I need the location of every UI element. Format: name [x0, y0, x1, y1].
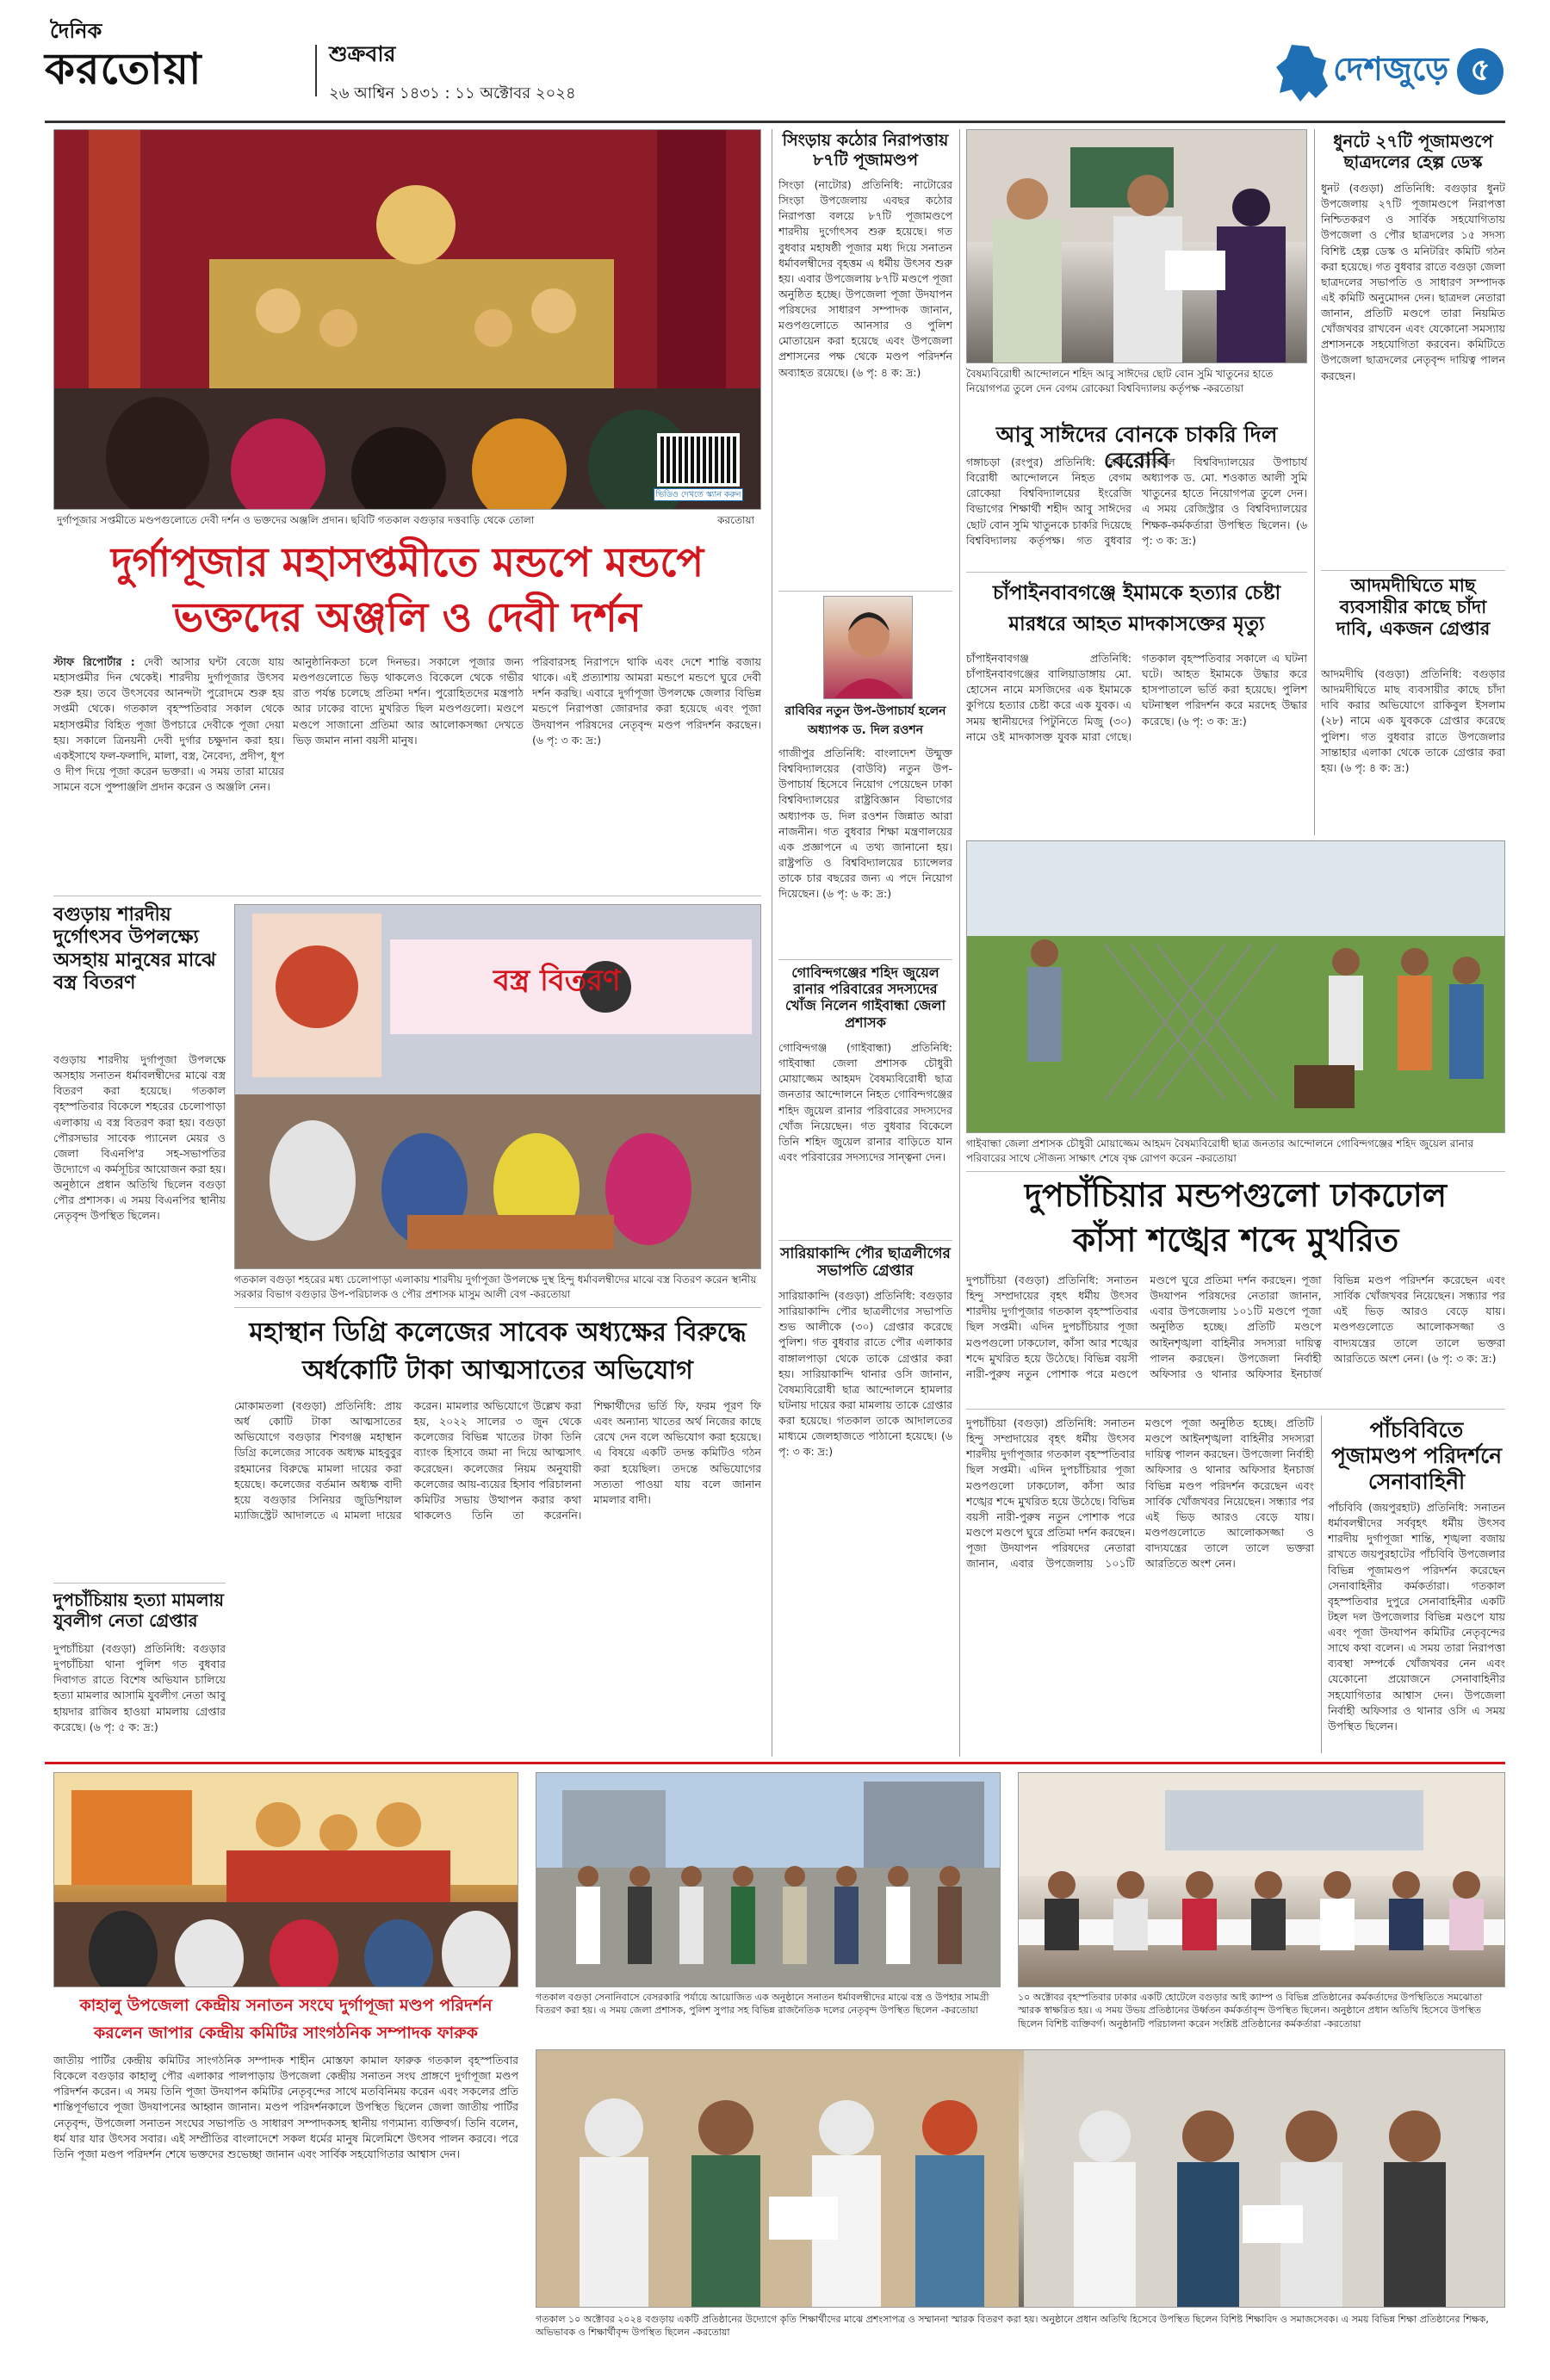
abu-headline: আবু সাঈদের বোনকে চাকরি দিল বেরোবি — [995, 422, 1278, 473]
credit: করতোয়া — [717, 514, 754, 526]
mahasthan-headline-2: অর্ধকোটি টাকা আত্মসাতের অভিযোগ — [302, 1355, 693, 1385]
kahalu-headline-1: কাহালু উপজেলা কেন্দ্রীয় সনাতন সংঘে দুর্গাপূজা মণ্ডপ পরিদর্শন — [79, 1996, 493, 2015]
bottom-red-rule — [45, 1762, 1505, 1764]
col5-left-rule — [1314, 129, 1315, 835]
mid-photo-caption: গতকাল বগুড়া সেনানিবাসে বেসরকারি পর্যায়ে আয়োজিত এক অনুষ্ঠানে সনাতন ধর্মাবলম্বীদের মাঝে বস্ত্র ও উপহার সামগ্রী বিতরণ করা হয়। এ সময় জেলা প্রশাসক, পুলিশ সুপার সহ বিভিন্ন রাজনৈতিক দলের নেতৃবৃন্দ উপস্থিত ছিলেন -করতোয়া — [536, 1992, 989, 2017]
kahalu-body: জাতীয় পার্টির কেন্দ্রীয় কমিটির সাংগঠনিক সম্পাদক শাহীন মোস্তফা কামাল ফারুক গতকাল বৃহস্পতিবার বিকেলে বগুড়ার কাহালু পৌর এলাকার পালপাড়ায় উপজেলা কেন্দ্রীয় সনাতন সংঘ প্রাঙ্গণে দুর্গাপূজা মণ্ডপ পরিদর্শন করেন। এ সময় তিনি পূজা উদযাপন কমিটির নেতৃবৃন্দের সাথে মতবিনিময় করেন এবং সকলের প্রতি শান্তিপূর্ণভাবে পূজা উদযাপনের আহ্বান জানান। মণ্ডপ পরিদর্শনকালে উপস্থিত ছিলেন জেলা জাতীয় পার্টির নেতৃবৃন্দ, উপজেলা সনাতন সংঘের সভাপতি ও সাধারণ সম্পাদকসহ স্থানীয় গণ্যমান্য ব্যক্তিবর্গ। তিনি বলেন, ধর্ম যার যার উৎসব সবার। এই সম্প্রীতির বাংলাদেশে সকল ধর্মের মানুষ মিলেমিশে উৎসব পালন করবে। পরে তিনি পূজা মণ্ডপ পরিদর্শন শেষে ভক্তদের শুভেচ্ছা জানান এবং সার্বিক সহযোগিতার আশ্বাস দেন। — [53, 2054, 518, 2160]
lead-headline-2: ভক্তদের অঞ্জলি ও দেবী দর্শন — [173, 594, 642, 641]
right-rule-2 — [966, 1171, 1505, 1172]
gaibandha-photo-caption: গাইবান্ধা জেলা প্রশাসক চৌধুরী মোয়াজ্জেম আহমদ বৈষম্যবিরোধী ছাত্র জনতার আন্দোলনে গোবিন্দগঞ্জের শহিদ জুয়েল রানার পরিবারের সাথে সৌজন্য সাক্ষাৎ শেষে বৃক্ষ রোপণ করেন -করতোয়া — [966, 1137, 1474, 1164]
col5-rule-1 — [1321, 570, 1505, 571]
logo-big: করতোয়া — [45, 44, 202, 94]
cloth-headline: বগুড়ায় শারদীয় দুর্গোৎসব উপলক্ষ্যে অসহায় মানুষের মাঝে বস্ত্র বিতরণ — [53, 904, 216, 995]
section-title: দেশজুড়ে — [1333, 50, 1449, 88]
dhak-headline-1: দুপচাঁচিয়ার মন্ডপগুলো ঢাকঢোল — [1024, 1176, 1448, 1214]
qr-code[interactable] — [657, 433, 740, 487]
col3-rule-2 — [778, 959, 952, 960]
day: শুক্রবার — [329, 41, 396, 66]
lead-byline: স্টাফ রিপোর্টার : — [53, 655, 135, 668]
mahasthan-body: মোকামতলা (বগুড়া) প্রতিনিধি: প্রায় অর্ধ কোটি টাকা আত্মসাতের অভিযোগে বগুড়ার শিবগঞ্জ মহাস্থান ডিগ্রি কলেজের সাবেক অধ্যক্ষ মাহবুবুর রহমানের বিরুদ্ধে মামলা দায়ের করা হয়েছে। কলেজের বর্তমান অধ্যক্ষ বাদী হয়ে বগুড়ার সিনিয়র জুডিশিয়াল ম্যাজিস্ট্রেট আদালতে এ মামলা দায়ের করেন। মামলার অভিযোগে উল্লেখ করা হয়, ২০২২ সালের ৩ জুন থেকে কলেজের বিভিন্ন খাতের টাকা তিনি ব্যাংক হিসাবে জমা না দিয়ে আত্মসাৎ করেছেন। কলেজের নিয়ম অনুযায়ী কলেজের আয়-ব্যয়ের হিসাব পরিচালনা কমিটির সভায় উত্থাপন করার কথা থাকলেও তিনি তা করেননি। শিক্ষার্থীদের ভর্তি ফি, ফরম পূরণ ফি এবং অন্যান্য খাতের অর্থ নিজের কাছে রেখে দেন বলে অভিযোগ করা হয়েছে। এ বিষয়ে একটি তদন্ত কমিটিও গঠন করা হয়েছিল। তদন্তে অভিযোগের সত্যতা পাওয়া যায় বলে জানান মামলার বাদী। — [234, 1399, 761, 1522]
kahalu-photo-scene — [54, 1773, 518, 1987]
cloth-rule — [234, 1307, 761, 1308]
panchbibi-left-rule — [1321, 1416, 1322, 1753]
dina-caption-1: রাবিবির নতুন উপ-উপাচার্য হলেন — [784, 704, 946, 718]
page-number: ৫ — [1470, 53, 1491, 88]
date: ২৬ আশ্বিন ১৪৩১ : ১১ অক্টোবর ২০২৪ — [329, 84, 576, 102]
panchbibi-headline: পাঁচবিবিতে পূজামণ্ডপ পরিদর্শনে সেনাবাহিনী — [1330, 1417, 1503, 1494]
mid-photo — [536, 1772, 1001, 1987]
left-rule-2 — [53, 1583, 226, 1584]
wide-photo-scene — [536, 2050, 1505, 2308]
gobindaganj-headline: গোবিন্দগঞ্জের শহিদ জুয়েল রানার পরিবারের সদস্যদের খোঁজ নিলেন গাইবান্ধা জেলা প্রশাসক — [784, 964, 946, 1031]
wide-photo — [536, 2049, 1505, 2308]
right-photo — [1018, 1772, 1505, 1987]
mahasthan-headline-1: মহাস্থান ডিগ্রি কলেজের সাবেক অধ্যক্ষের বিরুদ্ধে — [249, 1317, 747, 1348]
chapai-headline-1: চাঁপাইনবাবগঞ্জে ইমামকে হত্যার চেষ্টা — [992, 582, 1281, 604]
gobindaganj-body: গোবিন্দগঞ্জ (গাইবান্ধা) প্রতিনিধি: গাইবান্ধা জেলা প্রশাসক চৌধুরী মোয়াজ্জেম আহমদ বৈষম্যবিরোধী ছাত্র জনতার আন্দোলনে নিহত গোবিন্দগঞ্জের শহিদ জুয়েল রানার পরিবারের সদস্যদের খোঁজ নিয়েছেন। গত বুধবার বিকেলে তিনি শহিদ জুয়েল রানার বাড়িতে যান এবং পরিবারের সদস্যদের সান্ত্বনা দেন। — [778, 1041, 952, 1163]
dina-caption-2: অধ্যাপক ড. দিল রওশন — [807, 723, 924, 737]
dupchanchia-murder-body: দুপচাঁচিয়া (বগুড়া) প্রতিনিধি: বগুড়ার দুপচাঁচিয়া থানা পুলিশ গত বুধবার দিবাগত রাতে বিশেষ অভিযান চালিয়ে হত্যা মামলার আসামি যুবলীগ নেতা আবু হায়দার রাজিব হাওয়া মামলায় গ্রেপ্তার করেছে। (৬ পৃ: ৫ ক: দ্র:) — [53, 1642, 226, 1733]
panchbibi-body: পাঁচবিবি (জয়পুরহাট) প্রতিনিধি: সনাতন ধর্মাবলম্বীদের সর্ববৃহৎ ধর্মীয় উৎসব শারদীয় দুর্গাপূজা শান্তি, শৃঙ্খলা বজায় রাখতে জয়পুরহাটের পাঁচবিবি উপজেলার বিভিন্ন পূজামণ্ডপ পরিদর্শন করেছেন সেনাবাহিনীর কর্মকর্তারা। গতকাল বৃহস্পতিবার দুপুরে সেনাবাহিনীর একটি টহল দল উপজেলার বিভিন্ন মণ্ডপে যায় এবং পূজা উদযাপন কমিটির নেতৃবৃন্দের সাথে কথা বলেন। এ সময় তারা নিরাপত্তা ব্যবস্থা সম্পর্কে খোঁজখবর নেন এবং যেকোনো প্রয়োজনে সেনাবাহিনীর সহযোগিতার আশ্বাস দেন। উপজেলা নির্বাহী অফিসার ও থানার ওসি এ সময় উপস্থিত ছিলেন। — [1328, 1501, 1505, 1732]
sariakandi-headline: সারিয়াকান্দি পৌর ছাত্রলীগের সভাপতি গ্রেপ্তার — [780, 1245, 951, 1280]
masthead — [0, 0, 1550, 122]
col3-rule-3 — [778, 1240, 952, 1241]
gaibandha-photo-scene — [967, 841, 1505, 1133]
chapai-rule — [966, 572, 1307, 573]
adamdighi-headline: আদমদীঘিতে মাছ ব্যবসায়ীর কাছে চাঁদা দাবি, একজন গ্রেপ্তার — [1336, 575, 1491, 640]
abu-photo — [966, 129, 1307, 363]
bangladesh-map-icon — [1274, 41, 1330, 103]
right-rule-3 — [966, 1409, 1505, 1410]
singra-headline: সিংড়ায় কঠোর নিরাপত্তায় ৮৭টি পূজামণ্ডপ — [782, 131, 949, 170]
lead-photo — [53, 129, 761, 510]
lead-col-1: স্টাফ রিপোর্টার : দেবী আসার ঘন্টা বেজে যায় মহাসপ্তমীর দিন থেকেই। শারদীয় দুর্গাপূজার উৎসব শুরু হয়। তবে উৎসবের আনন্দটা পুরোদমে শুরু হয় সপ্তমী থেকে। গতকাল বৃহস্পতিবার সকাল থেকে মহাসপ্তমীর বিহিত পূজা উপচারে দেবীকে পূজা দেয়া হয়। সকালে ত্রিনয়নী দেবী দুর্গার চক্ষুদান করা হয়। একইসাথে ফল-ফলাদি, মালা, বস্ত্র, নৈবেদ্য, প্রদীপ, ধূপ ও দীপ দিয়ে পূজা করেন ভক্তরা। এ সময় তারা মায়ের সামনে বসে পুষ্পাঞ্জলি প্রদান করেন ও অঞ্জলি নেন। — [53, 655, 284, 793]
lead-headline-1: দুর্গাপূজার মহাসপ্তমীতে মন্ডপে মন্ডপে — [110, 539, 704, 586]
dhak-headline-2: কাঁসা শঙ্খের শব্দে মুখরিত — [1072, 1221, 1399, 1259]
cloth-body: বগুড়ায় শারদীয় দুর্গাপূজা উপলক্ষে অসহায় সনাতন ধর্মাবলম্বীদের মাঝে বস্ত্র বিতরণ করা হয়েছে। গতকাল বৃহস্পতিবার বিকেলে শহরের চেলোপাড়া এলাকায় এ বস্ত্র বিতরণ করা হয়। বগুড়া পৌরসভার সাবেক প্যানেল মেয়র ও জেলা বিএনপি'র সহ-সভাপতির উদ্যোগে এ কর্মসূচির আয়োজন করা হয়। অনুষ্ঠানে প্রধান অতিথি ছিলেন বগুড়া পৌর প্রশাসক। এ সময় বিএনপির স্থানীয় নেতৃবৃন্দ উপস্থিত ছিলেন। — [53, 1053, 226, 1223]
cloth-photo-caption: গতকাল বগুড়া শহরের মধ্য চেলোপাড়া এলাকায় শারদীয় দুর্গাপূজা উপলক্ষে দুস্থ হিন্দু ধর্মাবলম্বীদের মাঝে বস্ত্র বিতরণ করেন স্থানীয় সরকার বিভাগ বগুড়ার উপ-পরিচালক ও পৌর প্রশাসক মাসুম আলী বেগ -করতোয়া — [234, 1274, 757, 1300]
cloth-photo-scene — [235, 905, 761, 1269]
chapai-body: চাঁপাইনবাবগঞ্জ প্রতিনিধি: চাঁপাইনবাবগঞ্জের বালিয়াডাঙ্গায় মো. হোসেন নামে মসজিদের এক ইমামকে কুপিয়ে হত্যার চেষ্টা করে এক যুবক। এ সময় স্থানীয়দের পিটুনিতে মিজু (৩০) নামে ওই মাদকাসক্ত যুবক মারা গেছে। গতকাল বৃহস্পতিবার সকালে এ ঘটনা ঘটে। আহত ইমামকে উদ্ধার করে হাসপাতালে ভর্তি করা হয়েছে। পুলিশ ঘটনাস্থল পরিদর্শন করে মরদেহ উদ্ধার করেছে। (৬ পৃ: ৩ ক: দ্র:) — [966, 652, 1307, 743]
right-photo-caption: ১০ অক্টোবর বৃহস্পতিবার ঢাকার একটি হোটেলে বগুড়ার আই ক্যাম্প ও বিভিন্ন প্রতিষ্ঠানের কর্মকর্তাদের উপস্থিতিতে সমঝোতা স্মারক স্বাক্ষরিত হয়। এ সময় উভয় প্রতিষ্ঠানের উর্ধ্বতন কর্মকর্তাবৃন্দ উপস্থিত ছিলেন। অনুষ্ঠানে প্রধান অতিথি হিসেবে উপস্থিত ছিলেন বিশিষ্ট ব্যক্তিবর্গ। অনুষ্ঠানটি পরিচালনা করেন সংশ্লিষ্ট প্রতিষ্ঠানের কর্মকর্তারা -করতোয়া — [1018, 1992, 1483, 2030]
lead-col-2: আনুষ্ঠানিকতা চলে দিনভর। সকালে পূজার জন্য মণ্ডপগুলোতে ভিড় থাকলেও বিকেলে থেকে গভীর রাত পর্যন্ত চলেছে প্রতিমা দর্শন। পুরোহিতদের মন্ত্রপাঠ আর ঢাকের বাদ্যে মুখরিত ছিল মণ্ডপগুলো। মণ্ডপে মণ্ডপে সাজানো প্রতিমা আর আলোকসজ্জা দেখতে ভিড় জমান নানা বয়সী মানুষ। — [293, 655, 524, 747]
kahalu-headline-2: করলেন জাপার কেন্দ্রীয় কমিটির সাংগঠনিক সম্পাদক ফারুক — [94, 2024, 478, 2042]
logo — [45, 19, 312, 105]
abu-body: গঙ্গাচড়া (রংপুর) প্রতিনিধি: বৈষম্য বিরোধী আন্দোলনে নিহত বেগম রোকেয়া বিশ্ববিদ্যালয়ের ইংরেজি বিভাগের শিক্ষার্থী শহীদ আবু সাঈদের ছোট বোন সুমি খাতুনকে চাকরি দিয়েছে বিশ্ববিদ্যালয় কর্তৃপক্ষ। গত বুধবার বিকেলে বিশ্ববিদ্যালয়ের উপাচার্য অধ্যাপক ড. মো. শওকাত আলী সুমি খাতুনের হাতে নিয়োগপত্র তুলে দেন। এ সময় রেজিস্ট্রার ও বিশ্ববিদ্যালয়ের শিক্ষক-কর্মকর্তারা উপস্থিত ছিলেন। (৬ পৃ: ৩ ক: দ্র:) — [966, 456, 1307, 547]
chapai-headline-2: মারধরে আহত মাদকাসক্তের মৃত্যু — [1008, 613, 1265, 635]
sariakandi-body: সারিয়াকান্দি (বগুড়া) প্রতিনিধি: বগুড়ার সারিয়াকান্দি পৌর ছাত্রলীগের সভাপতি শুভ আলীকে (৩০) গ্রেপ্তার করেছে পুলিশ। গত বুধবার রাতে পৌর এলাকার বাঙ্গালপাড়া থেকে তাকে গ্রেপ্তার করা হয়। সারিয়াকান্দি থানার ওসি জানান, বৈষম্যবিরোধী ছাত্র আন্দোলনে হামলার ঘটনায় দায়ের করা মামলায় তাকে গ্রেপ্তার করা হয়েছে। গতকাল তাকে আদালতের মাধ্যমে জেলহাজতে পাঠানো হয়েছে। (৬ পৃ: ৩ ক: দ্র:) — [778, 1289, 952, 1459]
dupchanchia-murder-headline: দুপচাঁচিয়ায় হত্যা মামলায় যুবলীগ নেতা গ্রেপ্তার — [53, 1590, 225, 1631]
dhak-body: দুপচাঁচিয়া (বগুড়া) প্রতিনিধি: সনাতন হিন্দু সম্প্রদায়ের বৃহৎ ধর্মীয় উৎসব শারদীয় দুর্গাপূজার গতকাল বৃহস্পতিবার ছিল সপ্তমী। এদিন দুপচাঁচিয়ার পূজা মণ্ডপগুলো ঢাকঢোল, কাঁসা আর শঙ্খের শব্দে মুখরিত হয়ে উঠেছে। বিভিন্ন বয়সী নারী-পুরুষ নতুন পোশাক পরে মণ্ডপে মণ্ডপে ঘুরে প্রতিমা দর্শন করছেন। পূজা উদযাপন পরিষদের নেতারা জানান, এবার উপজেলায় ১০১টি মণ্ডপে পূজা অনুষ্ঠিত হচ্ছে। প্রতিটি মণ্ডপে আইনশৃঙ্খলা বাহিনীর সদস্যরা দায়িত্ব পালন করছেন। উপজেলা নির্বাহী অফিসার ও থানার অফিসার ইনচার্জ বিভিন্ন মণ্ডপ পরিদর্শন করেছেন এবং সার্বিক খোঁজখবর নিয়েছেন। সন্ধ্যার পর এই ভিড় আরও বেড়ে যায়। মণ্ডপগুলোতে আলোকসজ্জা ও বাদ্যযন্ত্রের তালে তালে ভক্তরা আরতিতে অংশ নেন। (৬ পৃ: ৩ ক: দ্র:) — [966, 1274, 1505, 1380]
lead-photo-caption: দুর্গাপূজার সপ্তমীতে মণ্ডপগুলোতে দেবী দর্শন ও ভক্তদের অঞ্জলি প্রদান। ছবিটি গতকাল বগুড়ার দত্তবাড়ি থেকে তোলা করতোয়া — [57, 514, 754, 526]
col3-rule-1 — [778, 591, 952, 592]
mid-photo-scene — [536, 1773, 1001, 1987]
col4-left-rule — [959, 129, 960, 1757]
abu-photo-scene — [967, 130, 1307, 363]
dhunat-body: ধুনট (বগুড়া) প্রতিনিধি: বগুড়ার ধুনট উপজেলায় ২৭টি পূজামণ্ডপে নিরাপত্তা নিশ্চিতকরণ ও সার্বিক সহযোগিতায় উপজেলা ও পৌর ছাত্রদলের ১৫ সদস্য বিশিষ্ট হেল্প ডেস্ক ও মনিটরিং কমিটি গঠন করা হয়েছে। গত বুধবার রাতে বগুড়া জেলা ছাত্রদলের সভাপতি ও সাধারণ সম্পাদক এই কমিটি অনুমোদন দেন। ছাত্রদল নেতারা জানান, প্রতিটি মণ্ডপে তারা নিয়মিত খোঁজখবর রাখবেন এবং যেকোনো সমস্যায় প্রশাসনকে সহযোগিতা করবেন। কমিটিতে উপজেলা ছাত্রদলের নেতৃবৃন্দ দায়িত্ব পালন করছেন। — [1321, 182, 1505, 382]
dina-photo — [823, 596, 913, 699]
lead-photo-scene — [54, 130, 761, 510]
logo-small: দৈনিক — [50, 19, 102, 43]
wide-photo-caption: গতকাল ১০ অক্টোবর ২০২৪ বগুড়ায় একটি প্রতিষ্ঠানের উদ্যোগে কৃতি শিক্ষার্থীদের মাঝে প্রশংসাপত্র ও সম্মাননা স্মারক বিতরণ করা হয়। অনুষ্ঠানে প্রধান অতিথি হিসেবে উপস্থিত ছিলেন বিশিষ্ট শিক্ষাবিদ ও সমাজসেবক। এ সময় বিভিন্ন শিক্ষা প্রতিষ্ঠানের শিক্ষক, অভিভাবক ও শিক্ষার্থীবৃন্দ উপস্থিত ছিলেন -করতোয়া — [536, 2314, 1489, 2339]
cloth-photo — [234, 904, 761, 1269]
dina-portrait — [824, 597, 913, 699]
right-photo-scene — [1019, 1773, 1505, 1987]
dina-body: গাজীপুর প্রতিনিধি: বাংলাদেশ উন্মুক্ত বিশ্ববিদ্যালয়ের (বাউবি) নতুন উপ-উপাচার্য হিসেবে নিয়োগ পেয়েছেন ঢাকা বিশ্ববিদ্যালয়ের রাষ্ট্রবিজ্ঞান বিভাগের অধ্যাপক ড. দিল রওশন জিন্নাত আরা নাজনীন। গত বুধবার শিক্ষা মন্ত্রণালয়ের এক প্রজ্ঞাপনে এ তথ্য জানানো হয়। রাষ্ট্রপতি ও বিশ্ববিদ্যালয়ের চ্যান্সেলর তাকে চার বছরের জন্য এ পদে নিয়োগ দিয়েছেন। (৬ পৃ: ৬ ক: দ্র:) — [778, 747, 952, 901]
gaibandha-photo — [966, 840, 1505, 1133]
adamdighi-body: আদমদীঘি (বগুড়া) প্রতিনিধি: বগুড়ার আদমদীঘিতে মাছ ব্যবসায়ীর কাছে চাঁদা দাবি করার অভিযোগে রাকিবুল ইসলাম (২৮) নামে এক যুবককে গ্রেপ্তার করেছে পুলিশ। গত বুধবার রাতে উপজেলার সান্তাহার এলাকা থেকে তাকে গ্রেপ্তার করা হয়। (৬ পৃ: ৪ ক: দ্র:) — [1321, 667, 1505, 774]
dhak-body-continued: দুপচাঁচিয়া (বগুড়া) প্রতিনিধি: সনাতন হিন্দু সম্প্রদায়ের বৃহৎ ধর্মীয় উৎসব শারদীয় দুর্গাপূজার গতকাল বৃহস্পতিবার ছিল সপ্তমী। এদিন দুপচাঁচিয়ার পূজা মণ্ডপগুলো ঢাকঢোল, কাঁসা আর শঙ্খের শব্দে মুখরিত হয়ে উঠেছে। বিভিন্ন বয়সী নারী-পুরুষ নতুন পোশাক পরে মণ্ডপে মণ্ডপে ঘুরে প্রতিমা দর্শন করছেন। পূজা উদযাপন পরিষদের নেতারা জানান, এবার উপজেলায় ১০১টি মণ্ডপে পূজা অনুষ্ঠিত হচ্ছে। প্রতিটি মণ্ডপে আইনশৃঙ্খলা বাহিনীর সদস্যরা দায়িত্ব পালন করছেন। উপজেলা নির্বাহী অফিসার ও থানার অফিসার ইনচার্জ বিভিন্ন মণ্ডপ পরিদর্শন করেছেন এবং সার্বিক খোঁজখবর নিয়েছেন। সন্ধ্যার পর এই ভিড় আরও বেড়ে যায়। মণ্ডপগুলোতে আলোকসজ্জা ও বাদ্যযন্ত্রের তালে তালে ভক্তরা আরতিতে অংশ নেন। — [966, 1416, 1314, 1571]
cloth-banner: বস্ত্র বিতরণ — [493, 964, 621, 998]
abu-photo-caption: বৈষম্যবিরোধী আন্দোলনে শহিদ আবু সাঈদের ছোট বোন সুমি খাতুনের হাতে নিয়োগপত্র তুলে দেন বেগম রোকেয়া বিশ্ববিদ্যালয় কর্তৃপক্ষ -করতোয়া — [966, 368, 1274, 394]
singra-body: সিংড়া (নাটোর) প্রতিনিধি: নাটোরের সিংড়া উপজেলায় এবছর কঠোর নিরাপত্তা বলয়ে ৮৭টি পূজামণ্ডপে শারদীয় দুর্গোৎসব শুরু হয়েছে। গত বুধবার মহাষষ্ঠী পূজার মধ্য দিয়ে সনাতন ধর্মাবলম্বীদের বৃহত্তম এ ধর্মীয় উৎসব শুরু হয়। এবার উপজেলায় ৮৭টি মণ্ডপে পূজা অনুষ্ঠিত হচ্ছে। উপজেলা পূজা উদযাপন পরিষদের সাধারণ সম্পাদক জানান, মণ্ডপগুলোতে আনসার ও পুলিশ মোতায়েন করা হয়েছে এবং উপজেলা প্রশাসনের পক্ষ থেকে মণ্ডপ পরিদর্শন অব্যাহত রয়েছে। (৬ পৃ: ৪ ক: দ্র:) — [778, 178, 952, 379]
dhunat-headline: ধুনটে ২৭টি পূজামণ্ডপে ছাত্রদলের হেল্প ডেস্ক — [1333, 131, 1493, 172]
masthead-divider — [315, 45, 317, 96]
qr-label: ভিডিও দেখতে স্ক্যান করুন — [654, 488, 743, 501]
masthead-rule — [45, 121, 1505, 123]
lead-col-3: পরিবারসহ নিরাপদে থাকি এবং দেশে শান্তি বজায় থাকে। এই প্রত্যাশায় আমরা মন্ডপে মন্ডপে ঘুরে দেবী দর্শন করছি। এবারে দুর্গাপূজা উপলক্ষে জেলার বিভিন্ন মন্ডপে নিরাপত্তা জোরদার করা হয়েছে এবং পূজা উদযাপন পরিষদের নেতৃবৃন্দ মণ্ডপ পরিদর্শন করছেন। (৬ পৃ: ৩ ক: দ্র:) — [532, 655, 761, 747]
kahalu-photo — [53, 1772, 518, 1987]
